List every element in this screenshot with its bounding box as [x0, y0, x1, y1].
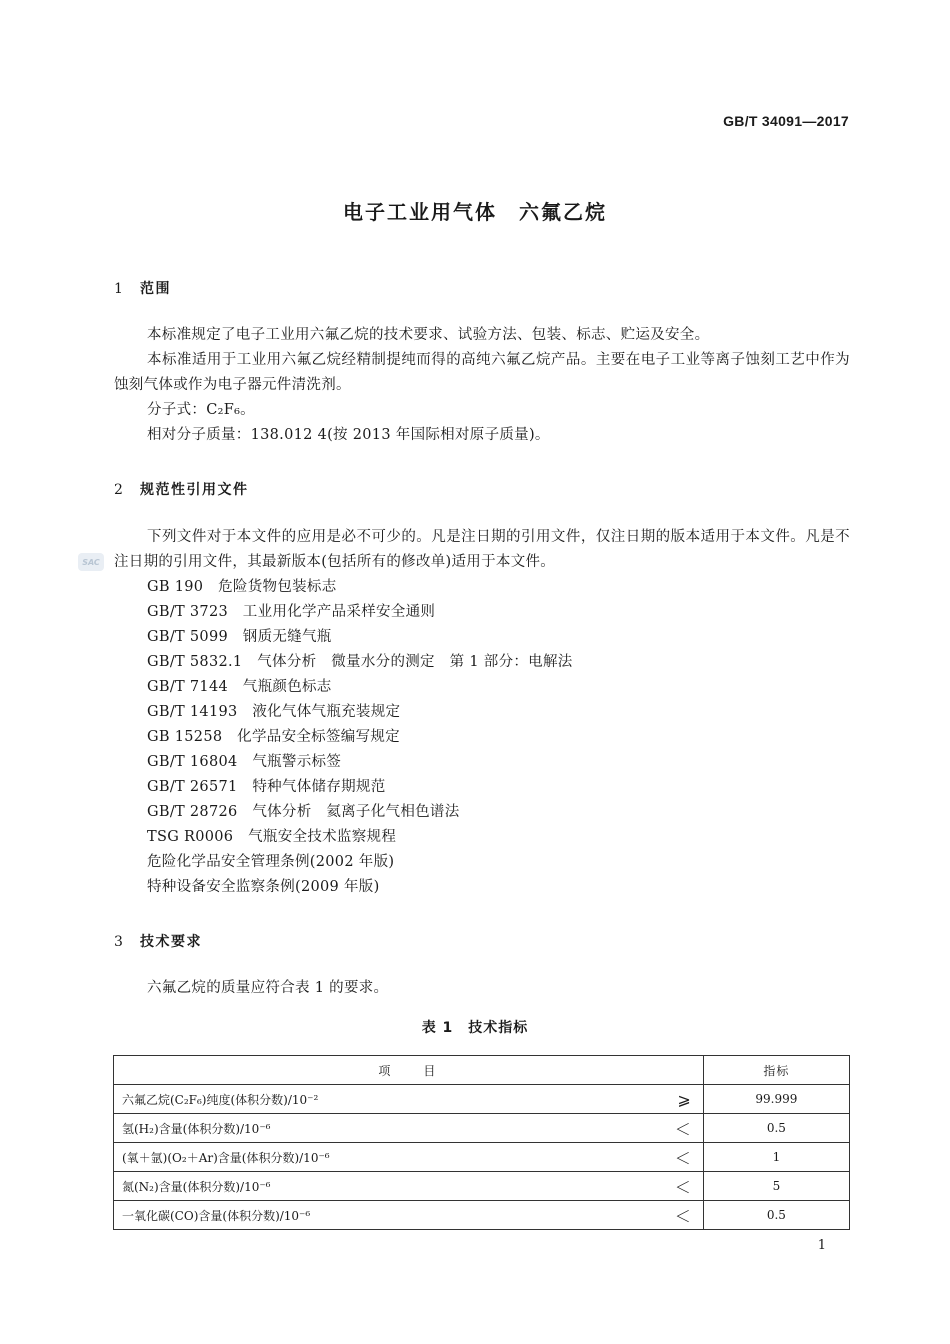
item-text: 六氟乙烷(C₂F₆)纯度(体积分数)/10⁻² — [122, 1092, 319, 1107]
item-text: 氮(N₂)含量(体积分数)/10⁻⁶ — [122, 1179, 271, 1194]
table-cell-value: 5 — [703, 1172, 849, 1201]
reference-item: GB/T 5099 钢质无缝气瓶 — [147, 629, 332, 645]
table-cell-value: 0.5 — [703, 1114, 849, 1143]
section-number: 3 — [114, 934, 125, 950]
section-heading-references — [114, 479, 249, 499]
table-cell-item — [114, 1201, 704, 1230]
table-row — [114, 1143, 850, 1172]
table-row — [114, 1201, 850, 1230]
item-text: 一氧化碳(CO)含量(体积分数)/10⁻⁶ — [122, 1208, 311, 1223]
scope-paragraph-1: 本标准规定了电子工业用六氟乙烷的技术要求、试验方法、包装、标志、贮运及安全。 — [147, 327, 710, 343]
table-header-row — [114, 1056, 850, 1085]
reference-item: GB/T 3723 工业用化学产品采样安全通则 — [147, 604, 436, 620]
table-cell-item — [114, 1114, 704, 1143]
section-number: 2 — [114, 482, 125, 498]
table-cell-item — [114, 1172, 704, 1201]
table-row — [114, 1114, 850, 1143]
reference-item: GB/T 14193 液化气体气瓶充装规定 — [147, 704, 401, 720]
table-cell-value: 0.5 — [703, 1201, 849, 1230]
item-text: (氧＋氩)(O₂＋Ar)含量(体积分数)/10⁻⁶ — [122, 1150, 330, 1165]
section-title: 规范性引用文件 — [140, 482, 249, 498]
table-cell-item — [114, 1085, 704, 1114]
reference-item: 危险化学品安全管理条例(2002 年版) — [147, 854, 395, 870]
operator-symbol: ＜ — [674, 1206, 691, 1226]
section-title: 范围 — [140, 281, 171, 297]
reference-item: GB 15258 化学品安全标签编写规定 — [147, 729, 400, 745]
table-cell-item — [114, 1143, 704, 1172]
reference-item: GB/T 26571 特种气体储存期规范 — [147, 779, 386, 795]
reference-item: GB/T 5832.1 气体分析 微量水分的测定 第 1 部分：电解法 — [147, 654, 573, 670]
table-cell-value: 99.999 — [703, 1085, 849, 1114]
reference-item: GB 190 危险货物包装标志 — [147, 579, 337, 595]
requirements-intro: 六氟乙烷的质量应符合表 1 的要求。 — [147, 980, 389, 996]
molecular-formula — [147, 398, 255, 423]
table-caption: 表 1 技术指标 — [421, 1020, 529, 1036]
standard-code: GB/T 34091—2017 — [723, 113, 849, 129]
document-title: 电子工业用气体 六氟乙烷 — [343, 200, 607, 224]
section-heading-scope — [114, 278, 171, 298]
operator-symbol: ＜ — [674, 1119, 691, 1139]
section-number: 1 — [114, 281, 125, 297]
column-header-item: 项 目 — [114, 1056, 704, 1085]
section-title: 技术要求 — [140, 934, 202, 950]
table-row — [114, 1172, 850, 1201]
column-header-value: 指标 — [703, 1056, 849, 1085]
reference-item: GB/T 28726 气体分析 氦离子化气相色谱法 — [147, 804, 460, 820]
operator-symbol: ＜ — [674, 1148, 691, 1168]
molecular-mass: 相对分子质量：138.012 4(按 2013 年国际相对原子质量)。 — [147, 427, 550, 443]
reference-item: 特种设备安全监察条例(2009 年版) — [147, 879, 380, 895]
reference-item: GB/T 7144 气瓶颜色标志 — [147, 679, 332, 695]
sac-watermark-logo: SAC — [78, 553, 104, 571]
table-row — [114, 1085, 850, 1114]
operator-symbol: ＜ — [674, 1177, 691, 1197]
scope-paragraph-2: 本标准适用于工业用六氟乙烷经精制提纯而得的高纯六氟乙烷产品。主要在电子工业等离子蚀刻工艺中作为蚀刻气体或作为电子器元件清洗剂。 — [114, 352, 850, 393]
formula-value: C₂F₆。 — [206, 402, 255, 418]
formula-label: 分子式： — [147, 402, 207, 418]
item-text: 氢(H₂)含量(体积分数)/10⁻⁶ — [122, 1121, 271, 1136]
reference-item: GB/T 16804 气瓶警示标签 — [147, 754, 342, 770]
references-intro: 下列文件对于本文件的应用是必不可少的。凡是注日期的引用文件，仅注日期的版本适用于本文件。凡是不注日期的引用文件，其最新版本(包括所有的修改单)适用于本文件。 — [114, 529, 850, 570]
table-cell-value: 1 — [703, 1143, 849, 1172]
technical-spec-table — [113, 1055, 850, 1230]
section-heading-requirements — [114, 931, 202, 951]
page-number: 1 — [817, 1238, 826, 1253]
operator-symbol: ⩾ — [677, 1089, 691, 1109]
reference-item: TSG R0006 气瓶安全技术监察规程 — [147, 829, 397, 845]
